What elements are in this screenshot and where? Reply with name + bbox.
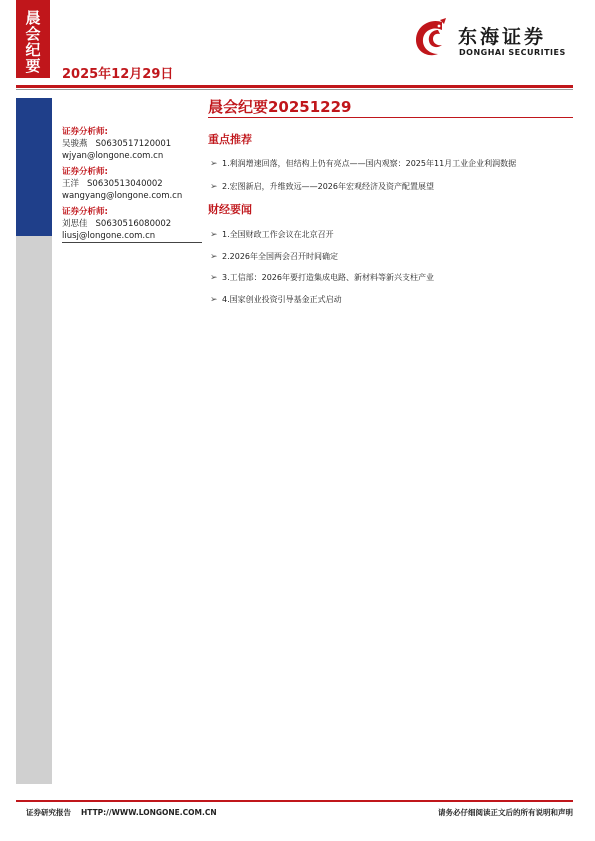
header-rule (16, 85, 573, 88)
section-title-finance-news: 财经要闻 (208, 203, 252, 216)
analyst-name: 王洋 (62, 179, 80, 189)
analyst-email[interactable]: wjyan@longone.com.cn (62, 151, 164, 161)
report-date: 2025年12月29日 (62, 67, 174, 82)
list-item-text: 1.利润增速回落，但结构上仍有亮点——国内观察：2025年11月工业企业利润数据 (222, 159, 517, 168)
list-item[interactable] (210, 229, 334, 240)
list-item-text: 2.2026年全国两会召开时间确定 (222, 252, 338, 261)
header-rule-thin (16, 89, 573, 90)
list-item-text: 1.全国财政工作会议在北京召开 (222, 230, 334, 239)
footer-report-type: 证券研究报告 (26, 808, 71, 817)
analyst-name: 刘思佳 (62, 219, 88, 229)
analyst-code: S0630517120001 (95, 139, 172, 149)
analyst-role: 证券分析师: (62, 207, 108, 217)
analyst-code: S0630513040002 (87, 179, 163, 189)
footer-disclaimer: 请务必仔细阅读正文后的所有说明和声明 (438, 808, 573, 817)
analyst-entry (62, 166, 202, 202)
company-logo (408, 16, 578, 62)
footer-rule (16, 800, 573, 802)
chevron-right-icon: ➢ (210, 294, 218, 305)
left-sidebar-accent (16, 98, 52, 236)
analyst-role: 证券分析师: (62, 127, 108, 137)
chevron-right-icon: ➢ (210, 251, 218, 262)
side-tab-label: 晨会纪要 (23, 10, 42, 74)
list-item-text: 3.工信部：2026年要打造集成电路、新材料等新兴支柱产业 (222, 273, 434, 282)
chevron-right-icon: ➢ (210, 181, 218, 192)
list-item[interactable] (210, 181, 434, 192)
analyst-email[interactable]: liusj@longone.com.cn (62, 231, 156, 241)
analyst-code: S0630516080002 (95, 219, 172, 229)
list-item[interactable] (210, 294, 342, 305)
section-title-key-recommendations: 重点推荐 (208, 133, 252, 146)
footer-left (26, 807, 217, 818)
list-item[interactable] (210, 251, 338, 262)
list-item[interactable] (210, 272, 434, 283)
page-title: 晨会纪要20251229 (208, 98, 352, 116)
analyst-entry (62, 206, 202, 242)
analyst-role: 证券分析师: (62, 167, 108, 177)
analyst-list (62, 126, 202, 246)
chevron-right-icon: ➢ (210, 272, 218, 283)
list-item[interactable] (210, 158, 516, 169)
list-item-text: 4.国家创业投资引导基金正式启动 (222, 295, 342, 304)
side-tab (16, 0, 50, 78)
analyst-entry (62, 126, 202, 162)
footer-url-link[interactable]: HTTP://WWW.LONGONE.COM.CN (81, 808, 217, 817)
dragon-logo-icon (408, 16, 454, 62)
title-rule (208, 117, 573, 118)
chevron-right-icon: ➢ (210, 229, 218, 240)
analyst-divider (62, 242, 202, 243)
analyst-name: 吴骏燕 (62, 139, 88, 149)
logo-chinese-name: 东海证券 (458, 26, 547, 48)
analyst-email[interactable]: wangyang@longone.com.cn (62, 191, 183, 201)
logo-english-name: DONGHAI SECURITIES (459, 48, 566, 57)
list-item-text: 2.宏图新启，升维致远——2026年宏观经济及资产配置展望 (222, 182, 434, 191)
chevron-right-icon: ➢ (210, 158, 218, 169)
